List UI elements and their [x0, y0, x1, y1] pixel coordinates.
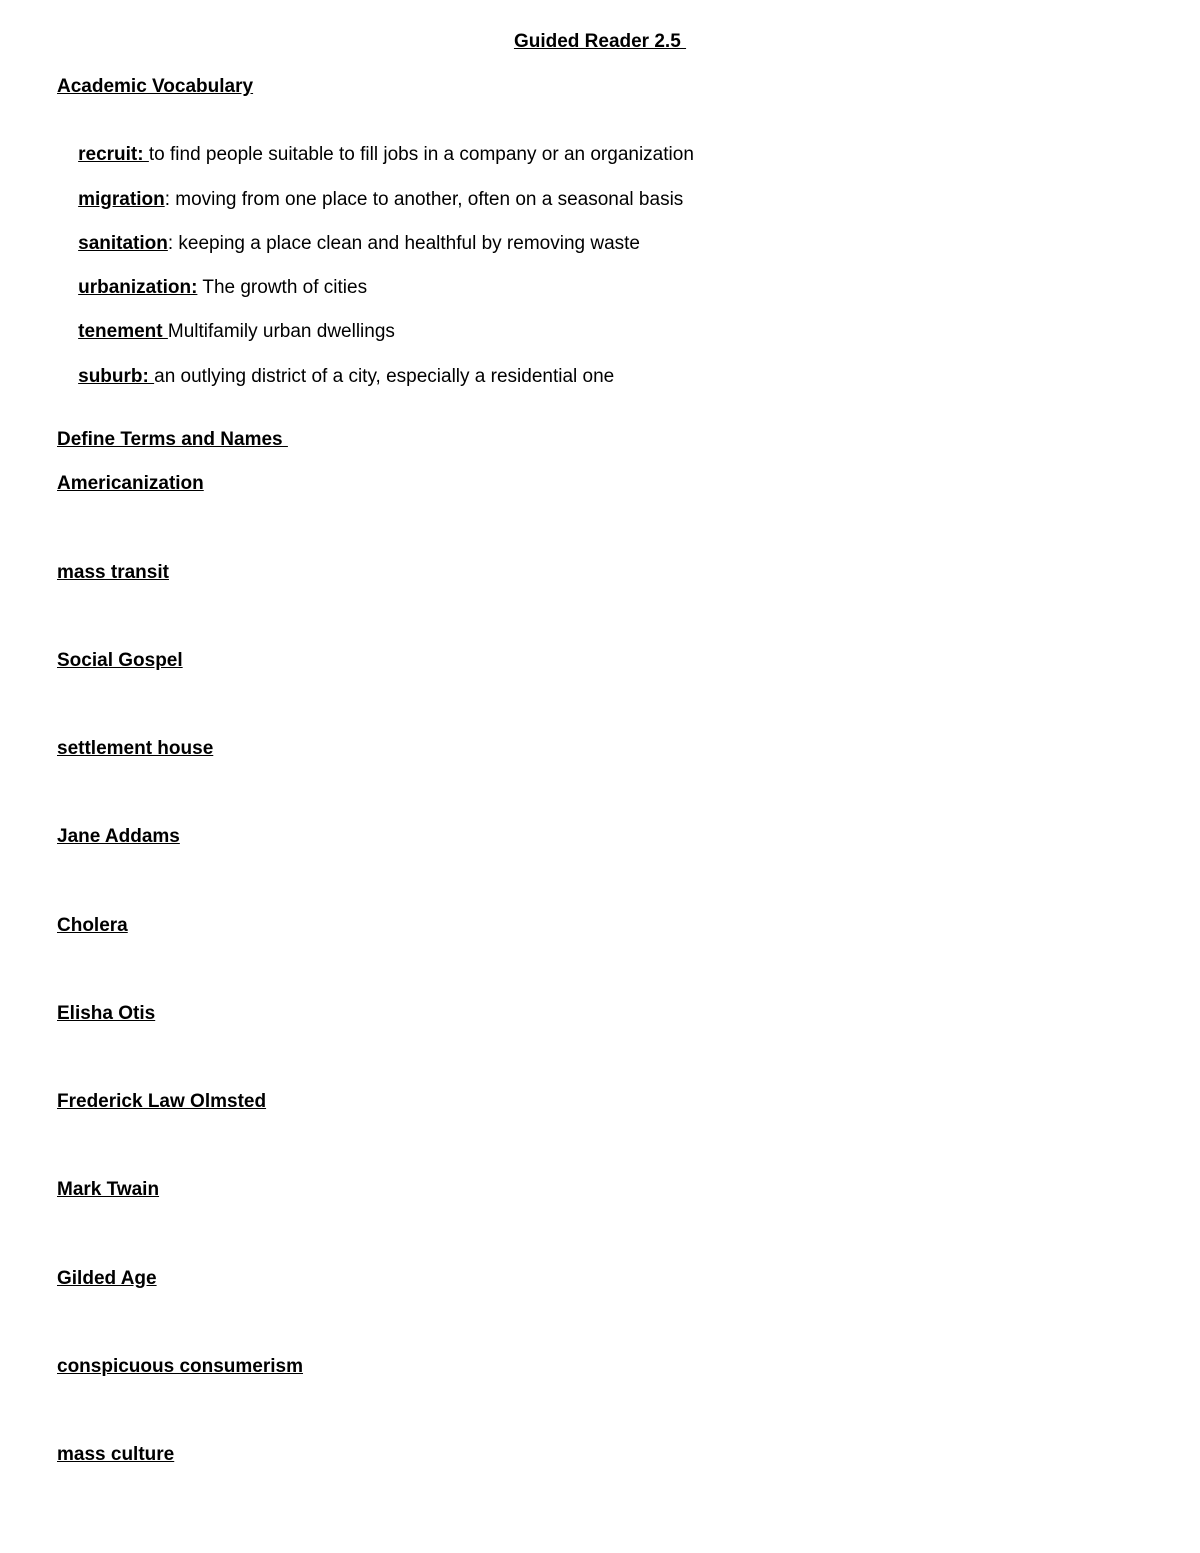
vocab-term: recruit: — [78, 144, 149, 165]
term-social-gospel: Social Gospel — [57, 650, 183, 671]
vocab-definition: an outlying district of a city, especially a residential one — [154, 366, 615, 387]
term-conspicuous-consumerism: conspicuous consumerism — [57, 1356, 304, 1377]
vocab-definition: to find people suitable to fill jobs in a company or an organization — [148, 144, 694, 165]
vocab-term: tenement — [78, 321, 168, 342]
vocab-term: migration — [78, 189, 165, 210]
vocab-entry-suburb — [57, 341, 614, 413]
term-settlement-house: settlement house — [57, 738, 214, 759]
vocab-definition: The growth of cities — [197, 277, 368, 298]
term-americanization: Americanization — [57, 473, 204, 494]
term-frederick-law-olmsted: Frederick Law Olmsted — [57, 1091, 267, 1112]
term-mark-twain: Mark Twain — [57, 1179, 160, 1200]
vocab-term: sanitation — [78, 233, 168, 254]
term-jane-addams: Jane Addams — [57, 826, 180, 847]
vocab-heading: Academic Vocabulary — [57, 76, 254, 97]
term-mass-transit: mass transit — [57, 562, 169, 583]
vocab-term: suburb: — [78, 366, 155, 387]
term-elisha-otis: Elisha Otis — [57, 1003, 156, 1024]
term-gilded-age: Gilded Age — [57, 1268, 157, 1289]
define-heading: Define Terms and Names — [57, 429, 288, 450]
vocab-definition: : keeping a place clean and healthful by removing waste — [167, 233, 640, 254]
vocab-term: urbanization: — [78, 277, 198, 298]
term-mass-culture: mass culture — [57, 1444, 175, 1465]
page-title: Guided Reader 2.5 — [513, 31, 687, 52]
vocab-definition: : moving from one place to another, often on a seasonal basis — [164, 189, 684, 210]
vocab-definition: Multifamily urban dwellings — [167, 321, 395, 342]
term-cholera: Cholera — [57, 915, 128, 936]
